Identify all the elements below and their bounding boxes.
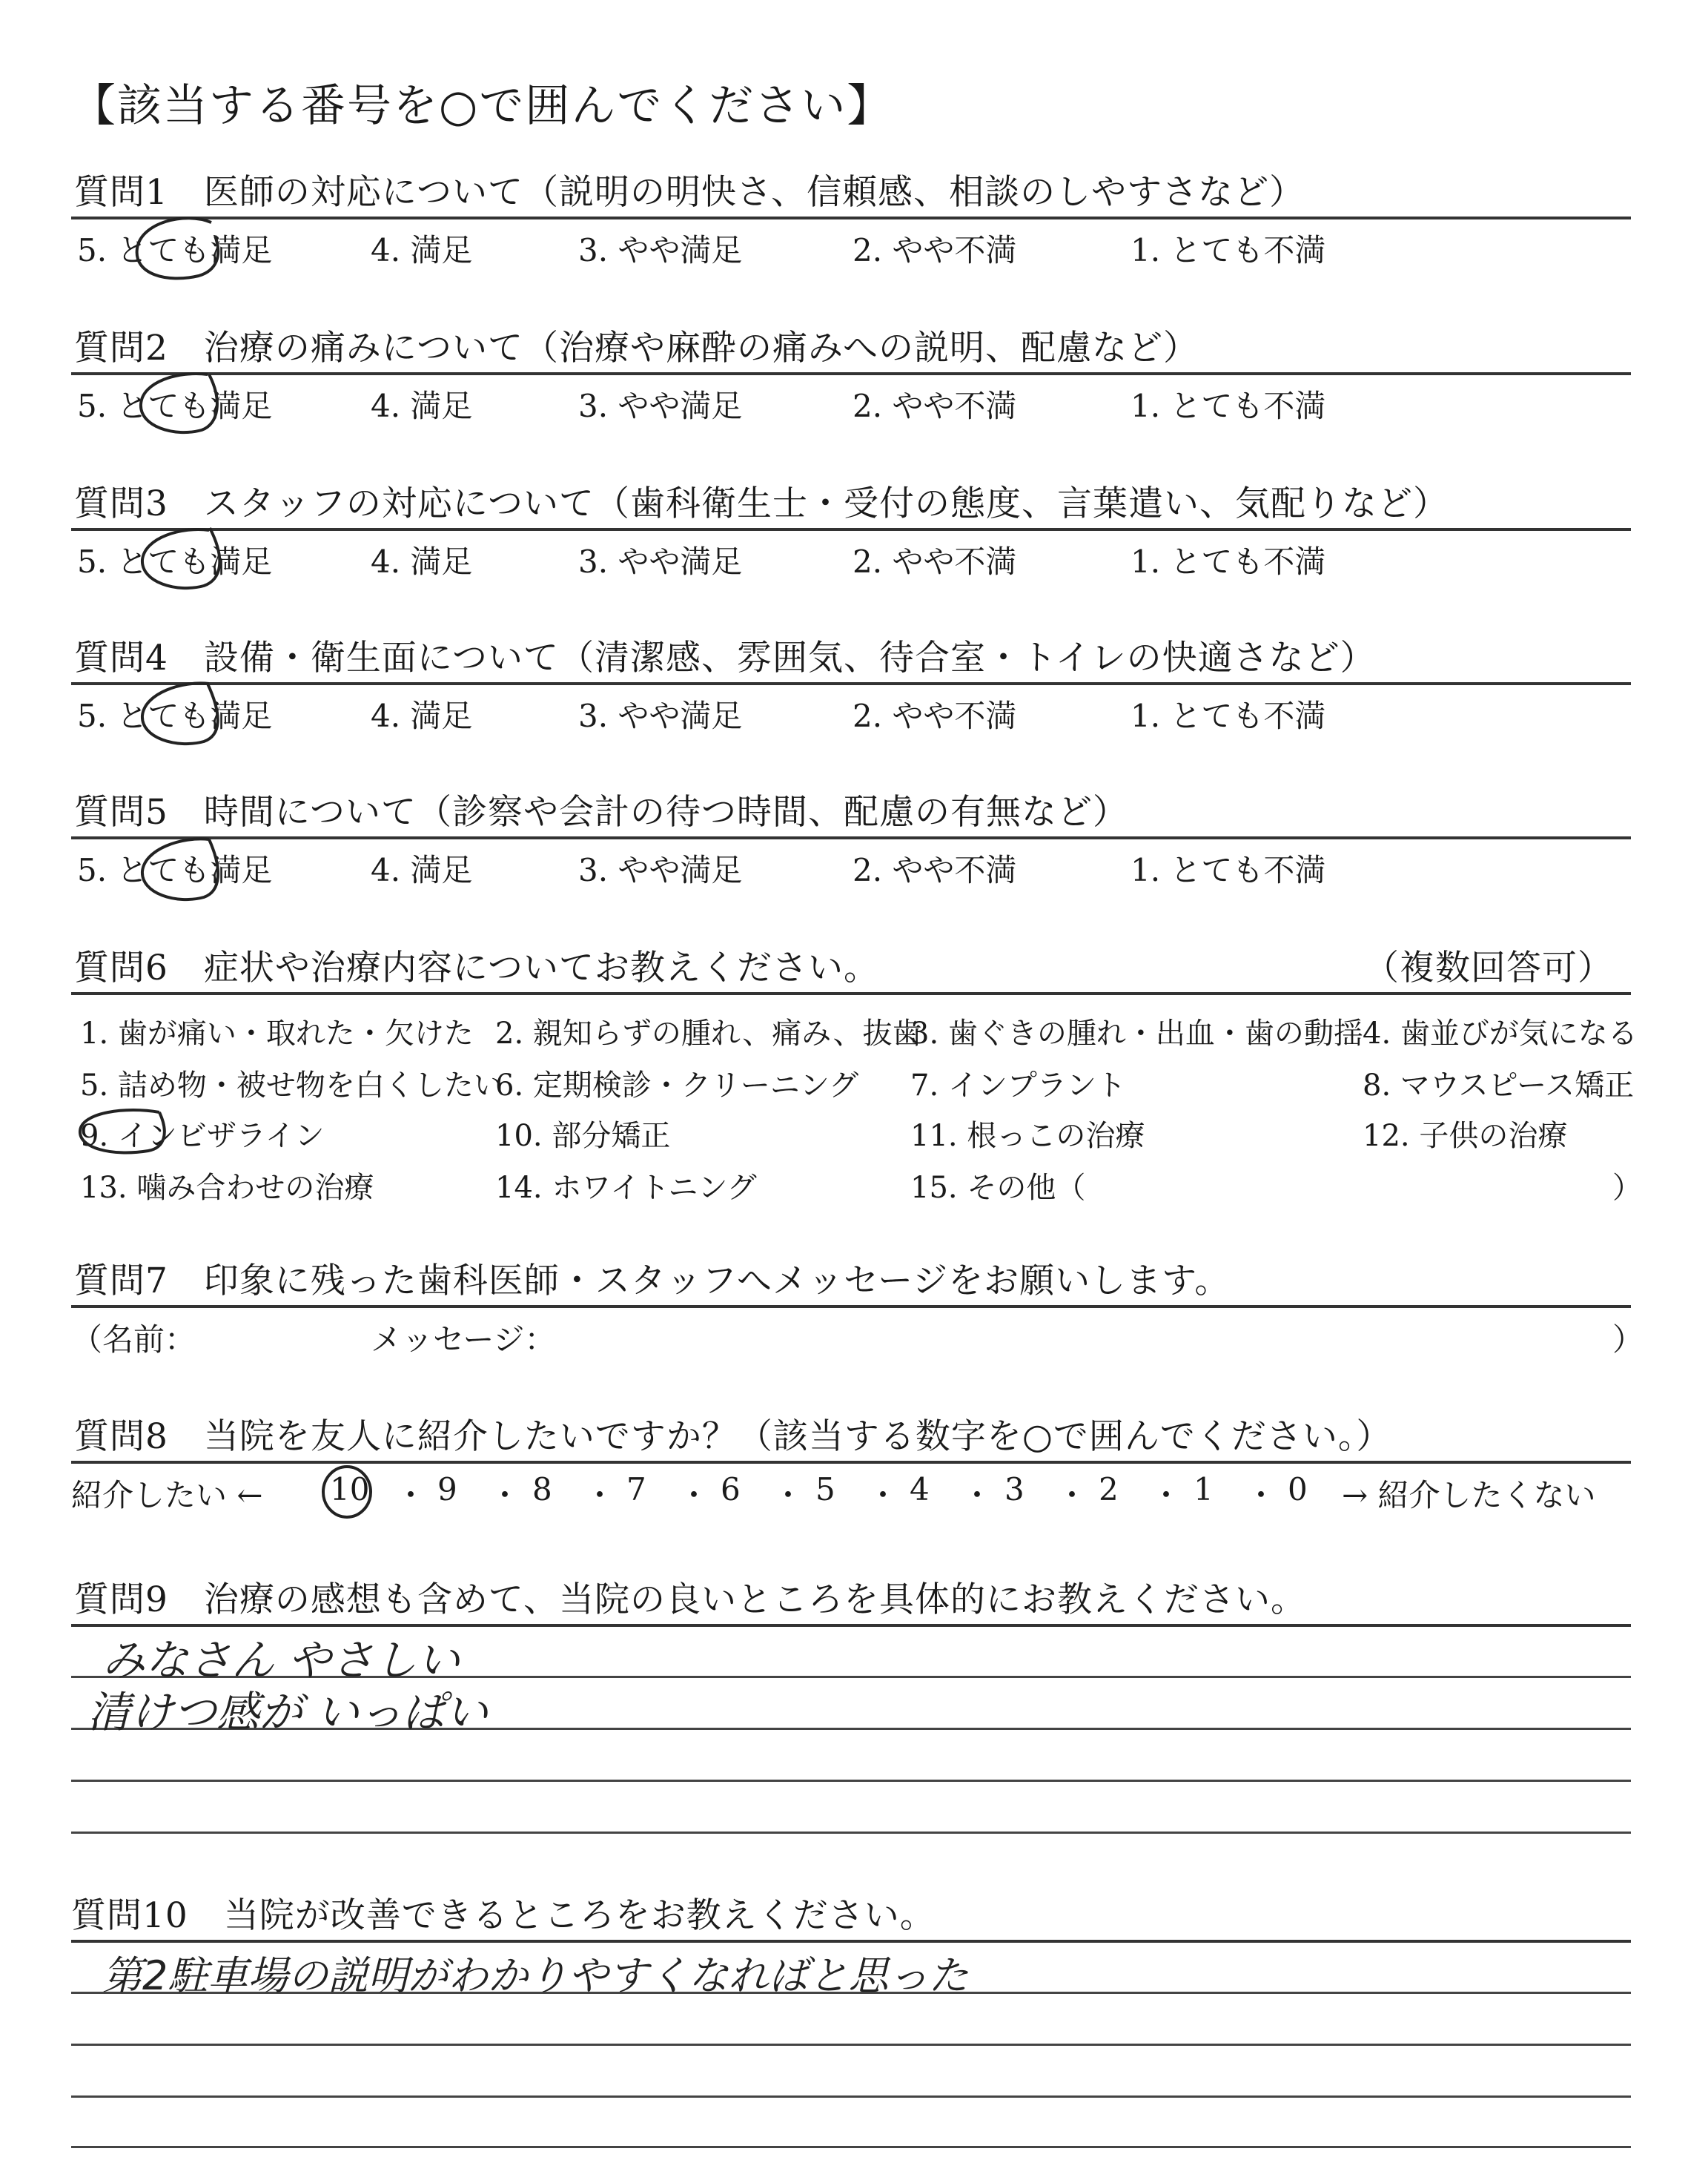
q4-text: 設備・衛生面について（清潔感、雰囲気、待合室・トイレの快適さなど） — [203, 638, 1376, 678]
q8-sep: ・ — [867, 1477, 899, 1513]
q8-right-label: → 紹介したくない — [1342, 1477, 1596, 1513]
q6-item-4[interactable]: 4. 歯並びが気になる — [1363, 1017, 1638, 1051]
q4-option-5[interactable]: 5. とても満足 — [77, 698, 273, 734]
q8-scale-10-selection-circle — [323, 1467, 371, 1517]
q3-option-3[interactable]: 3. やや満足 — [578, 544, 743, 580]
q6-item-10[interactable]: 10. 部分矯正 — [495, 1119, 671, 1153]
q1-selection-circle — [137, 218, 219, 278]
q10-answer-line-1[interactable]: 第2駐車場の説明がわかりやすくなればと思った — [102, 1952, 969, 1999]
q2-label: 質問2 — [74, 328, 168, 369]
q5-option-2[interactable]: 2. やや不満 — [853, 852, 1017, 888]
q6-item-3[interactable]: 3. 歯ぐきの腫れ・出血・歯の動揺 — [910, 1017, 1363, 1051]
q8-scale-5[interactable]: 5 — [815, 1471, 835, 1507]
q1-option-3[interactable]: 3. やや満足 — [578, 232, 743, 268]
q6-item-14[interactable]: 14. ホワイトニング — [495, 1171, 757, 1205]
q5-text: 時間について（診察や会計の待つ時間、配慮の有無など） — [203, 792, 1128, 833]
q2-text: 治療の痛みについて（治療や麻酔の痛みへの説明、配慮など） — [203, 328, 1199, 369]
q8-scale-7[interactable]: 7 — [626, 1471, 646, 1507]
q8-sep: ・ — [772, 1477, 804, 1513]
q9-answer-line-2[interactable]: 清けつ感が いっぱい — [87, 1687, 489, 1737]
q8-scale-9[interactable]: 9 — [437, 1471, 457, 1507]
q5-option-4[interactable]: 4. 満足 — [371, 852, 473, 888]
q9-text: 治療の感想も含めて、当院の良いところを具体的にお教えください。 — [203, 1579, 1306, 1620]
q5-option-3[interactable]: 3. やや満足 — [578, 852, 743, 888]
q7-name-label: （名前： — [71, 1321, 196, 1358]
q6-label: 質問6 — [74, 948, 168, 988]
q8-sep: ・ — [395, 1477, 427, 1513]
q1-option-5[interactable]: 5. とても満足 — [77, 232, 273, 268]
q4-label: 質問4 — [74, 638, 168, 678]
q6-item-13[interactable]: 13. 噛み合わせの治療 — [80, 1171, 374, 1205]
q6-item-9-selection-circle — [80, 1110, 165, 1152]
q2-option-4[interactable]: 4. 満足 — [371, 388, 473, 424]
q2-selection-circle — [141, 374, 217, 432]
q10-label: 質問10 — [71, 1895, 188, 1936]
q4-option-4[interactable]: 4. 満足 — [371, 698, 473, 734]
q8-scale-2[interactable]: 2 — [1099, 1471, 1119, 1507]
q7-message-label: メッセージ： — [371, 1321, 556, 1358]
q8-scale-4[interactable]: 4 — [910, 1471, 930, 1507]
q9-answer-line-1[interactable]: みなさん やさしい — [102, 1635, 460, 1685]
q2-option-1[interactable]: 1. とても不満 — [1131, 388, 1326, 424]
q6-item-6[interactable]: 6. 定期検診・クリーニング — [495, 1069, 859, 1103]
q6-text: 症状や治療内容についてお教えください。 — [203, 948, 879, 988]
q1-option-4[interactable]: 4. 満足 — [371, 232, 473, 268]
q3-option-5[interactable]: 5. とても満足 — [77, 544, 273, 580]
q10-text: 当院が改善できるところをお教えください。 — [223, 1895, 936, 1936]
q8-sep: ・ — [1151, 1477, 1182, 1513]
q3-text: スタッフの対応について（歯科衛生士・受付の態度、言葉遣い、気配りなど） — [203, 483, 1449, 524]
q8-scale-8[interactable]: 8 — [532, 1471, 552, 1507]
q9-label: 質問9 — [74, 1579, 168, 1620]
q6-item-9[interactable]: 9. インビザライン — [80, 1119, 325, 1153]
q7-label: 質問7 — [74, 1261, 168, 1301]
q5-label: 質問5 — [74, 792, 168, 833]
q8-sep: ・ — [584, 1477, 616, 1513]
q5-selection-circle — [142, 839, 218, 899]
q8-sep: ・ — [961, 1477, 993, 1513]
q8-left-label: 紹介したい ← — [71, 1477, 263, 1513]
q3-selection-circle — [142, 528, 219, 588]
q1-option-2[interactable]: 2. やや不満 — [853, 232, 1017, 268]
q7-close-paren: ） — [1612, 1321, 1644, 1358]
q7-text: 印象に残った歯科医師・スタッフへメッセージをお願いします。 — [203, 1261, 1231, 1301]
page-title: 【該当する番号を○で囲んでください】 — [71, 80, 893, 132]
q8-sep: ・ — [1245, 1477, 1277, 1513]
q5-option-1[interactable]: 1. とても不満 — [1131, 852, 1326, 888]
q6-item-11[interactable]: 11. 根っこの治療 — [910, 1119, 1145, 1153]
q8-scale-1[interactable]: 1 — [1194, 1471, 1214, 1507]
q2-option-2[interactable]: 2. やや不満 — [853, 388, 1017, 424]
q6-item-1[interactable]: 1. 歯が痛い・取れた・欠けた — [80, 1017, 474, 1051]
q6-item-15[interactable]: 15. その他（ — [910, 1171, 1086, 1205]
q4-selection-circle — [142, 683, 218, 744]
q3-label: 質問3 — [74, 483, 168, 524]
q6-item-2[interactable]: 2. 親知らずの腫れ、痛み、抜歯 — [495, 1017, 922, 1051]
q4-option-2[interactable]: 2. やや不満 — [853, 698, 1017, 734]
q8-scale-6[interactable]: 6 — [721, 1471, 741, 1507]
q8-sep: ・ — [489, 1477, 521, 1513]
q3-option-1[interactable]: 1. とても不満 — [1131, 544, 1326, 580]
q6-item-12[interactable]: 12. 子供の治療 — [1363, 1119, 1568, 1153]
q8-scale-0[interactable]: 0 — [1288, 1471, 1308, 1507]
q6-item-5[interactable]: 5. 詰め物・被せ物を白くしたい — [80, 1069, 503, 1103]
q6-other-close-paren: ） — [1612, 1171, 1642, 1205]
q2-option-3[interactable]: 3. やや満足 — [578, 388, 743, 424]
q8-sep: ・ — [1056, 1477, 1088, 1513]
q1-text: 医師の対応について（説明の明快さ、信頼感、相談のしやすさなど） — [203, 172, 1305, 213]
q8-scale-3[interactable]: 3 — [1004, 1471, 1025, 1507]
q4-option-3[interactable]: 3. やや満足 — [578, 698, 743, 734]
q8-sep: ・ — [678, 1477, 710, 1513]
q8-text: 当院を友人に紹介したいですか？（該当する数字を○で囲んでください。） — [203, 1416, 1392, 1457]
q1-option-1[interactable]: 1. とても不満 — [1131, 232, 1326, 268]
q2-option-5[interactable]: 5. とても満足 — [77, 388, 273, 424]
q5-option-5[interactable]: 5. とても満足 — [77, 852, 273, 888]
q6-item-8[interactable]: 8. マウスピース矯正 — [1363, 1069, 1635, 1103]
q3-option-2[interactable]: 2. やや不満 — [853, 544, 1017, 580]
q8-scale-10[interactable]: 10 — [330, 1471, 370, 1507]
q6-item-7[interactable]: 7. インプラント — [910, 1069, 1126, 1103]
q8-label: 質問8 — [74, 1416, 168, 1457]
q6-note: （複数回答可） — [1364, 948, 1613, 988]
q4-option-1[interactable]: 1. とても不満 — [1131, 698, 1326, 734]
q1-label: 質問1 — [74, 172, 168, 213]
q3-option-4[interactable]: 4. 満足 — [371, 544, 473, 580]
